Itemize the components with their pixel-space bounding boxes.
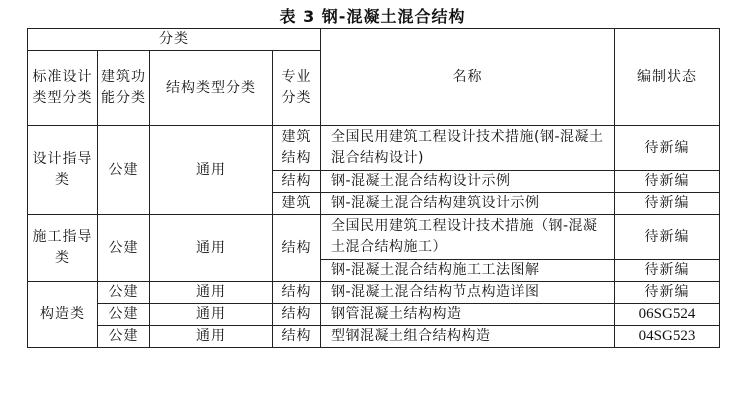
cell-structure-type: 通用 <box>150 126 273 215</box>
cell-status: 04SG523 <box>615 326 720 348</box>
cell-name: 全国民用建筑工程设计技术措施(钢-混凝土混合结构设计) <box>321 126 615 171</box>
header-name: 名称 <box>321 29 615 126</box>
header-discipline: 专业分类 <box>273 51 321 126</box>
cell-function: 公建 <box>98 282 150 304</box>
cell-status: 06SG524 <box>615 304 720 326</box>
table-title: 表 3 钢-混凝土混合结构 <box>279 7 466 26</box>
cell-function: 公建 <box>98 126 150 215</box>
table-row <box>28 326 720 348</box>
cell-status: 待新编 <box>615 126 720 171</box>
cell-design-type: 构造类 <box>28 282 98 348</box>
cell-name: 全国民用建筑工程设计技术措施（钢-混凝土混合结构施工） <box>321 215 615 260</box>
cell-name: 钢管混凝土结构构造 <box>321 304 615 326</box>
cell-discipline: 建筑结构 <box>273 126 321 171</box>
cell-function: 公建 <box>98 215 150 282</box>
classification-table <box>27 28 720 348</box>
table-row <box>28 304 720 326</box>
table-row <box>28 282 720 304</box>
header-classification: 分类 <box>28 29 321 51</box>
cell-function: 公建 <box>98 304 150 326</box>
header-design-type: 标准设计类型分类 <box>28 51 98 126</box>
header-status: 编制状态 <box>615 29 720 126</box>
cell-structure-type: 通用 <box>150 304 273 326</box>
header-structure-type: 结构类型分类 <box>150 51 273 126</box>
cell-name: 钢-混凝土混合结构节点构造详图 <box>321 282 615 304</box>
cell-structure-type: 通用 <box>150 282 273 304</box>
cell-name: 型钢混凝土组合结构构造 <box>321 326 615 348</box>
header-row-group <box>28 29 720 51</box>
cell-design-type: 设计指导类 <box>28 126 98 215</box>
cell-name: 钢-混凝土混合结构设计示例 <box>321 171 615 193</box>
cell-structure-type: 通用 <box>150 326 273 348</box>
table-row <box>28 215 720 260</box>
cell-discipline: 结构 <box>273 326 321 348</box>
cell-status: 待新编 <box>615 193 720 215</box>
cell-status: 待新编 <box>615 260 720 282</box>
cell-discipline: 结构 <box>273 282 321 304</box>
table-row <box>28 126 720 171</box>
cell-status: 待新编 <box>615 171 720 193</box>
cell-discipline: 结构 <box>273 304 321 326</box>
header-function: 建筑功能分类 <box>98 51 150 126</box>
cell-name: 钢-混凝土混合结构施工工法图解 <box>321 260 615 282</box>
cell-structure-type: 通用 <box>150 215 273 282</box>
cell-discipline: 结构 <box>273 215 321 282</box>
cell-status: 待新编 <box>615 282 720 304</box>
cell-status: 待新编 <box>615 215 720 260</box>
cell-function: 公建 <box>98 326 150 348</box>
cell-discipline: 建筑 <box>273 193 321 215</box>
cell-name: 钢-混凝土混合结构建筑设计示例 <box>321 193 615 215</box>
cell-design-type: 施工指导类 <box>28 215 98 282</box>
cell-discipline: 结构 <box>273 171 321 193</box>
